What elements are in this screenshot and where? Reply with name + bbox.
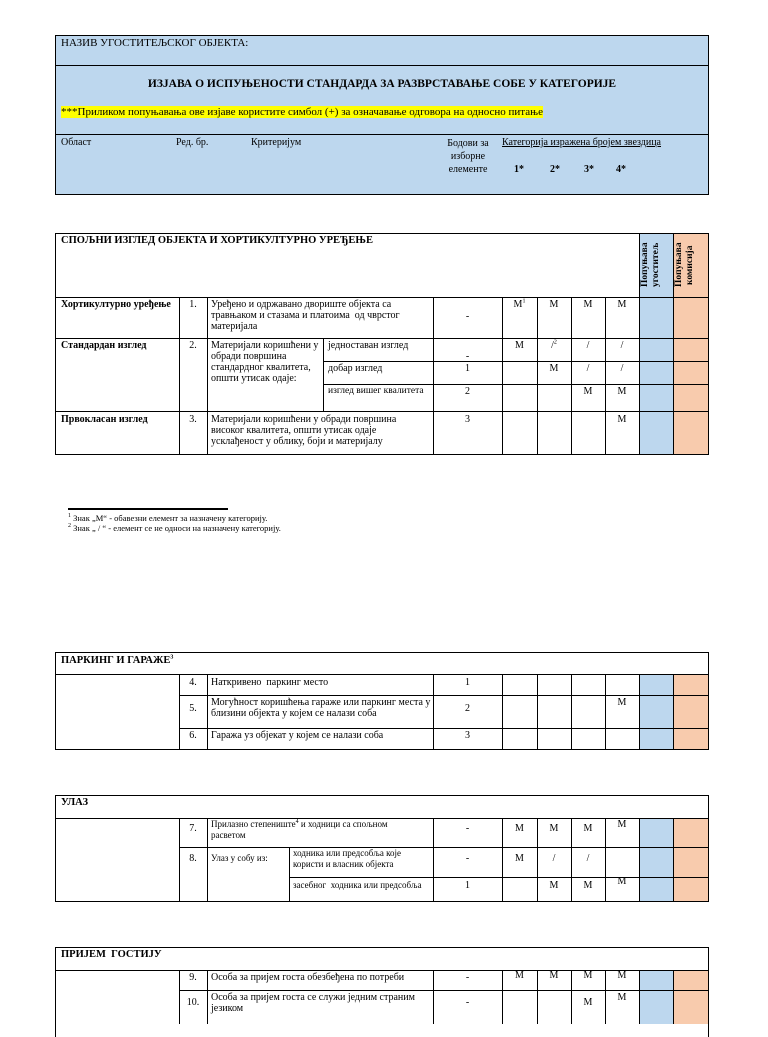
criterion-text: Материјали коришћени у обради површина стандардног квалитета, општи утисак одаје: — [211, 340, 321, 384]
row-number: 4. — [189, 677, 197, 688]
col-header-no: Ред. бр. — [176, 137, 209, 148]
row-number: 6. — [189, 730, 197, 741]
footnote-2: $^2$ Знак „ / “ - елемент се не односи на назначену категорију. — [68, 523, 281, 533]
star4-cell: М — [617, 299, 627, 310]
criterion-text: Материјали коришћени у обради површина високог квалитета, општи утисак одаје усклађеност у облику, боји и материјалу — [211, 414, 399, 447]
star4-cell: М — [617, 876, 627, 887]
star1-cell: М — [515, 970, 524, 981]
points-cell: - — [465, 853, 470, 864]
section-title: ПАРКИНГ И ГАРАЖЕ$^3$ — [61, 654, 174, 666]
criterion-text: Улаз у собу из: — [211, 853, 268, 863]
col-header-criterion: Критеријум — [251, 137, 302, 148]
section-title: УЛАЗ — [61, 797, 89, 808]
form-title: ИЗЈАВА О ИСПУЊЕНОСТИ СТАНДАРДА ЗА РАЗВРСТАВАЊЕ СОБЕ У КАТЕГОРИЈЕ — [147, 78, 617, 90]
criterion-text: Особа за пријем госта обезбеђена по потреби — [211, 972, 405, 983]
points-cell: - — [465, 311, 470, 322]
points-cell: - — [465, 823, 470, 834]
points-cell: 2 — [465, 703, 470, 714]
col-header-area: Област — [61, 137, 92, 148]
criterion-text: Наткривено паркинг место — [211, 677, 329, 688]
facility-name-label: НАЗИВ УГОСТИТЕЉСКОГ ОБЈЕКТА: — [61, 37, 249, 49]
star1-cell: М — [515, 340, 524, 351]
star3-cell: М — [583, 823, 593, 834]
points-cell: 2 — [465, 386, 470, 397]
star4-cell: М — [617, 992, 627, 1003]
sub-criterion: једноставан изглед — [328, 340, 409, 351]
star3-cell: М — [583, 880, 593, 891]
star-2: 2* — [550, 164, 560, 175]
star4-cell: М — [617, 819, 627, 830]
star4-cell: М — [617, 414, 627, 425]
star3-cell: М — [583, 386, 593, 397]
section-title: СПОЉНИ ИЗГЛЕД ОБЈЕКТА И ХОРТИКУЛТУРНО УРЕЂЕЊЕ — [61, 235, 373, 246]
star2-cell: М — [549, 880, 559, 891]
star3-cell: М — [583, 299, 593, 310]
instruction-text: ***Приликом попуњавања ове изјаве користите симбол (+) за означавање одговора на односно питање — [61, 106, 543, 118]
area-label: Првокласан изглед — [61, 414, 148, 425]
row-number: 2. — [189, 340, 197, 351]
star3-cell: / — [586, 853, 590, 864]
star2-cell: М — [549, 970, 559, 981]
star-4: 4* — [616, 164, 626, 175]
area-label: Стандардан изглед — [61, 340, 147, 351]
row-number: 5. — [189, 703, 197, 714]
criterion-text: Могућност коришћења гараже или паркинг места у близини објекта у којем се налази соба — [211, 697, 433, 719]
row-number: 7. — [189, 823, 197, 834]
star4-cell: / — [620, 340, 624, 351]
sub-criterion: ходника или предсобља које користи и власник објекта — [293, 848, 404, 869]
points-cell: - — [465, 972, 470, 983]
row-number: 3. — [189, 414, 197, 425]
star2-cell: /$^2$ — [551, 339, 557, 351]
star4-cell: М — [617, 386, 627, 397]
star3-cell: / — [586, 363, 590, 374]
sub-criterion: засебног ходника или предсобља — [293, 880, 422, 890]
star3-cell: М — [583, 970, 593, 981]
points-cell: 1 — [465, 677, 470, 688]
star1-cell: М — [515, 823, 524, 834]
star-3: 3* — [584, 164, 594, 175]
col-header-points: Бодови за изборне елементе — [447, 138, 489, 175]
star1-cell: $М^1$ — [513, 298, 526, 310]
star4-cell: М — [617, 697, 627, 708]
sub-criterion: добар изглед — [328, 363, 383, 374]
col-filled-by-commission: Попуњава комисија — [674, 242, 695, 288]
col-filled-by-host: Попуњава угоститељ — [640, 242, 661, 288]
points-cell: 3 — [465, 730, 470, 741]
footnote-1: $^1$ Знак „М“ - обавезни елемент за назначену категорију. — [68, 513, 268, 523]
col-header-category: Категорија изражена бројем звездица — [502, 137, 661, 148]
star3-cell: М — [583, 997, 593, 1008]
star2-cell: / — [552, 853, 556, 864]
star4-cell: М — [617, 970, 627, 981]
star2-cell: М — [549, 823, 559, 834]
star2-cell: М — [549, 299, 559, 310]
row-number: 10. — [186, 997, 200, 1008]
star3-cell: / — [586, 340, 590, 351]
points-cell: 1 — [465, 880, 470, 891]
star4-cell: / — [620, 363, 624, 374]
star-1: 1* — [514, 164, 524, 175]
points-cell: - — [465, 351, 470, 362]
criterion-text: Особа за пријем госта се служи једним страним језиком — [211, 992, 418, 1014]
star2-cell: М — [549, 363, 559, 374]
criterion-text: Прилазно степениште$^4$ и ходници са спољном расветом — [211, 819, 390, 840]
section-title: ПРИЈЕМ ГОСТИЈУ — [61, 949, 162, 960]
star1-cell: М — [515, 853, 524, 864]
criterion-text: Уређено и одржавано двориште објекта са травњаком и стазама и платоима од чврстог материјала — [211, 299, 403, 332]
sub-criterion: изглед вишег квалитета — [328, 386, 424, 396]
area-label: Хортикултурно уређење — [61, 299, 171, 310]
row-number: 9. — [189, 972, 197, 983]
points-cell: - — [465, 997, 470, 1008]
points-cell: 1 — [465, 363, 470, 374]
row-number: 8. — [189, 853, 197, 864]
row-number: 1. — [189, 299, 197, 310]
criterion-text: Гаража уз објекат у којем се налази соба — [211, 730, 384, 741]
points-cell: 3 — [465, 414, 470, 425]
